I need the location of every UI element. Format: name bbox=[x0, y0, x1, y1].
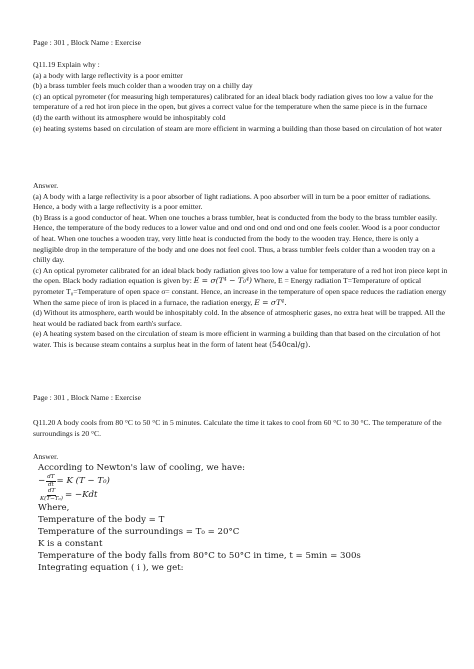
newton-cooling-solution bbox=[38, 462, 448, 574]
question-text: Q11.20 A body cools from 80 °C to 50 °C in 5 minutes. Calculate the time it takes to cool from 60 °C to 30 °C. The temperature of the surroundings is 20 °C. bbox=[33, 418, 442, 438]
answer-c bbox=[33, 266, 448, 308]
answer-b: (b) Brass is a good conductor of heat. When one touches a brass tumbler, heat is conducted from the body to the brass tumbler easily. Hence, the temperature of the body reduces to a lower value and ond ond ond ond ond ond one feels cooler. Wood is a poor conductor of heat. When one touches a wooden tray, very little heat is conducted from the body to the wooden tray. Hence, there is only a negligible drop in the temperature of the body and one does not feel cool. Thus, a brass tumbler feels colder than a wooden tray on a chilly day. bbox=[33, 212, 440, 265]
solution-where: Where, bbox=[38, 503, 70, 513]
question-item-e: (e) heating systems based on circulation of steam are more efficient in warming a building than those based on circulation of hot water bbox=[33, 123, 442, 133]
equation-2-fraction: $\frac{dT}{\text{K(T−T₀)}}$ bbox=[40, 488, 63, 502]
block-header-text: Page : 301 , Block Name : Exercise bbox=[33, 393, 141, 402]
equation-1-fraction: $\frac{dT}{dt}$ bbox=[47, 474, 55, 488]
solution-surroundings-temp: Temperature of the surroundings = T₀ = 20°C bbox=[38, 527, 240, 537]
equation-1: − $\frac{dT}{dt}$ = K (T − T₀) bbox=[38, 474, 110, 488]
question-11-19 bbox=[33, 60, 448, 134]
equation-1-rhs: = K (T − T₀) bbox=[56, 476, 110, 486]
answer-e bbox=[33, 329, 448, 350]
question-item-b: (b) a brass tumbler feels much colder than a wooden tray on a chilly day bbox=[33, 81, 253, 91]
solution-intro: According to Newton's law of cooling, we have: bbox=[38, 463, 245, 473]
question-11-20 bbox=[33, 418, 448, 439]
block-header-1 bbox=[33, 38, 448, 49]
solution-time: Temperature of the body falls from 80°C to 50°C in time, t = 5min = 300s bbox=[38, 551, 361, 561]
question-item-a: (a) a body with large reflectivity is a poor emitter bbox=[33, 70, 183, 80]
solution-integrate: Integrating equation ( i ), we get: bbox=[38, 563, 184, 573]
answer-a: (a) A body with a large reflectivity is a poor absorber of light radiations. A poo absorber will in turn be a poor emitter of radiations. Hence, a body with a large reflectivity is a poor emitter. bbox=[33, 191, 431, 212]
equation-2-rhs: = −Kdt bbox=[64, 490, 98, 500]
latent-heat-value: (540cal/g). bbox=[269, 339, 311, 349]
black-body-equation: E = σ(T⁴ − T₀⁴) bbox=[193, 276, 253, 286]
answer-11-19 bbox=[33, 181, 448, 351]
answer-e-text: (e) A heating system based on the circulation of steam is more efficient in warming a building than that based on the circulation of hot water. This is because steam contains a surplus heat in the form of latent heat bbox=[33, 329, 441, 349]
answer-label: Answer. bbox=[33, 181, 59, 190]
answer-c-text-3: Hence, an increase in the temperature of open space reduces the radiation energy When the same piece of iron is placed in a furnace, the radiation energy, bbox=[33, 286, 447, 307]
answer-c-text-2: Where, E = Energy radiation T=Temperature of optical pyrometer T₀=Temperature of open space σ= constant. bbox=[33, 276, 422, 296]
block-header-text: Page : 301 , Block Name : Exercise bbox=[33, 38, 141, 47]
question-title: Q11.19 Explain why : bbox=[33, 60, 100, 69]
answer-label-2 bbox=[33, 452, 448, 463]
answer-d: (d) Without its atmosphere, earth would be inhospitably cold. In the absence of atmospheric gases, no extra heat will be trapped. All the heat would be radiated back from earth's surface. bbox=[33, 308, 446, 328]
question-item-d: (d) the earth without its atmosphere would be inhospitably cold bbox=[33, 112, 226, 122]
equation-2 bbox=[38, 488, 448, 502]
block-header-2 bbox=[33, 393, 448, 404]
answer-c-text-1: (c) An optical pyrometer calibrated for an ideal black body radiation gives too low a value for temperature of a red hot iron piece kept in the open. Black body radiation equation is given by: bbox=[33, 265, 448, 286]
question-item-c: (c) an optical pyrometer (for measuring high temperatures) calibrated for an ideal black body radiation gives too low a value for the temperature of a red hot iron piece in the open, but gives a correct value for the temperature when the same piece is in the furnace bbox=[33, 91, 433, 112]
solution-constant: K is a constant bbox=[38, 539, 103, 549]
furnace-equation: E = σT⁴. bbox=[254, 297, 287, 307]
answer-label: Answer. bbox=[33, 452, 59, 461]
solution-body-temp: Temperature of the body = T bbox=[38, 515, 165, 525]
